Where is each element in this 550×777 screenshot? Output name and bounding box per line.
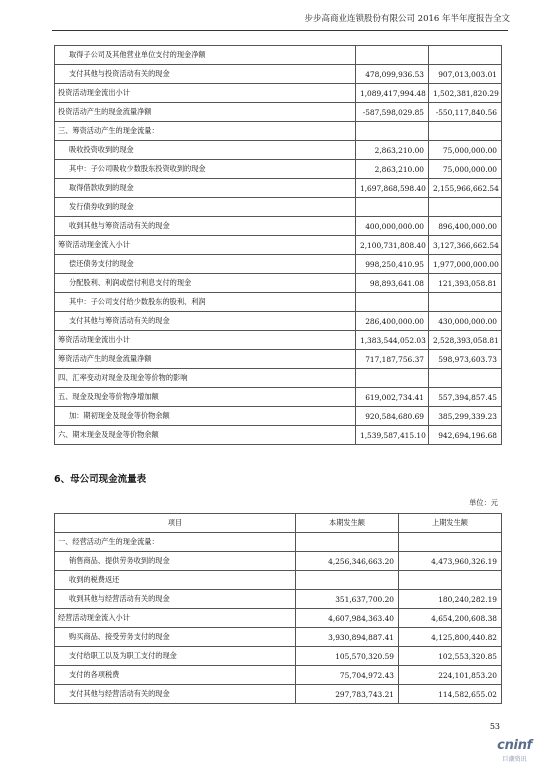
table-row [55, 122, 502, 141]
table-row [55, 609, 502, 628]
table-row [55, 141, 502, 160]
current-amount: 4,256,346,663.20 [296, 552, 399, 571]
row-label: 发行债券收到的现金 [55, 198, 356, 217]
parent-cash-flow-table [54, 513, 502, 704]
row-label: 其中：子公司支付给少数股东的股利、利润 [55, 293, 356, 312]
current-amount: 1,089,417,994.48 [356, 84, 429, 103]
table-row [55, 65, 502, 84]
row-label: 三、筹资活动产生的现金流量： [55, 122, 356, 141]
current-amount [356, 46, 429, 65]
table-row [55, 685, 502, 704]
row-label: 筹资活动现金流入小计 [55, 236, 356, 255]
current-amount [356, 293, 429, 312]
table-row [55, 369, 502, 388]
previous-amount: 102,553,320.85 [399, 647, 502, 666]
current-amount [296, 533, 399, 552]
table-row [55, 312, 502, 331]
current-amount: 4,607,984,363.40 [296, 609, 399, 628]
table-row [55, 628, 502, 647]
current-amount: 619,002,734.41 [356, 388, 429, 407]
previous-amount: 75,000,000.00 [429, 160, 502, 179]
row-label: 支付其他与筹资活动有关的现金 [55, 312, 356, 331]
row-label: 加：期初现金及现金等价物余额 [55, 407, 356, 426]
previous-amount: 598,973,603.73 [429, 350, 502, 369]
row-label: 吸收投资收到的现金 [55, 141, 356, 160]
row-label: 分配股利、利润或偿付利息支付的现金 [55, 274, 356, 293]
table-row [55, 552, 502, 571]
previous-amount: 2,155,966,662.54 [429, 179, 502, 198]
row-label: 其中：子公司吸收少数股东投资收到的现金 [55, 160, 356, 179]
previous-amount [429, 369, 502, 388]
previous-amount: 3,127,366,662.54 [429, 236, 502, 255]
table-row [55, 571, 502, 590]
previous-amount: 557,394,857.45 [429, 388, 502, 407]
previous-amount [429, 198, 502, 217]
row-label: 五、现金及现金等价物净增加额 [55, 388, 356, 407]
current-amount: 2,100,731,808.40 [356, 236, 429, 255]
previous-amount [429, 46, 502, 65]
table-row [55, 647, 502, 666]
previous-amount: -550,117,840.56 [429, 103, 502, 122]
table-row [55, 388, 502, 407]
table-row [55, 103, 502, 122]
table-row [55, 331, 502, 350]
watermark-subtext: 巨潮资讯 [502, 756, 527, 763]
previous-amount: 2,528,393,058.81 [429, 331, 502, 350]
table-row [55, 590, 502, 609]
row-label: 投资活动产生的现金流量净额 [55, 103, 356, 122]
row-label: 支付给职工以及为职工支付的现金 [55, 647, 296, 666]
previous-amount: 224,101,853.20 [399, 666, 502, 685]
header-previous: 上期发生额 [399, 514, 502, 533]
current-amount: 297,783,743.21 [296, 685, 399, 704]
table-row [55, 160, 502, 179]
current-amount: 1,539,587,415.10 [356, 426, 429, 445]
current-amount: -587,598,029.85 [356, 103, 429, 122]
row-label: 筹资活动现金流出小计 [55, 331, 356, 350]
current-amount: 478,099,936.53 [356, 65, 429, 84]
current-amount [356, 198, 429, 217]
current-amount [296, 571, 399, 590]
previous-amount [399, 533, 502, 552]
table-header-row [55, 514, 502, 533]
watermark-logo-text: cninf [497, 738, 532, 753]
current-amount: 98,893,641.08 [356, 274, 429, 293]
table-row [55, 84, 502, 103]
previous-amount [429, 122, 502, 141]
table-row [55, 198, 502, 217]
table-row [55, 293, 502, 312]
previous-amount: 75,000,000.00 [429, 141, 502, 160]
current-amount: 920,584,680.69 [356, 407, 429, 426]
current-amount: 998,250,410.95 [356, 255, 429, 274]
table-row [55, 350, 502, 369]
current-amount: 2,863,210.00 [356, 141, 429, 160]
unit-label: 单位：元 [469, 498, 498, 507]
row-label: 收到的税费返还 [55, 571, 296, 590]
row-label: 六、期末现金及现金等价物余额 [55, 426, 356, 445]
previous-amount: 121,393,058.81 [429, 274, 502, 293]
current-amount: 400,000,000.00 [356, 217, 429, 236]
section-title: 6、母公司现金流量表 [54, 474, 147, 485]
table-row [55, 666, 502, 685]
current-amount: 351,637,700.20 [296, 590, 399, 609]
row-label: 购买商品、接受劳务支付的现金 [55, 628, 296, 647]
current-amount: 286,400,000.00 [356, 312, 429, 331]
previous-amount: 1,502,381,820.29 [429, 84, 502, 103]
previous-amount: 4,125,800,440.82 [399, 628, 502, 647]
header-item: 项目 [55, 514, 296, 533]
row-label: 支付其他与投资活动有关的现金 [55, 65, 356, 84]
row-label: 偿还债务支付的现金 [55, 255, 356, 274]
table-row [55, 426, 502, 445]
row-label: 筹资活动产生的现金流量净额 [55, 350, 356, 369]
previous-amount [399, 571, 502, 590]
row-label: 销售商品、提供劳务收到的现金 [55, 552, 296, 571]
previous-amount: 4,654,200,608.38 [399, 609, 502, 628]
previous-amount: 896,400,000.00 [429, 217, 502, 236]
header-rule [52, 30, 508, 31]
row-label: 经营活动现金流入小计 [55, 609, 296, 628]
watermark-logo [497, 738, 532, 763]
table-row [55, 255, 502, 274]
table-row [55, 236, 502, 255]
row-label: 支付的各项税费 [55, 666, 296, 685]
previous-amount: 385,299,339.23 [429, 407, 502, 426]
current-amount: 1,697,868,598.40 [356, 179, 429, 198]
table-row [55, 217, 502, 236]
previous-amount: 942,694,196.68 [429, 426, 502, 445]
page-header: 步步高商业连锁股份有限公司 2016 年半年度报告全文 [304, 14, 510, 24]
current-amount: 2,863,210.00 [356, 160, 429, 179]
current-amount: 75,704,972.43 [296, 666, 399, 685]
previous-amount [429, 293, 502, 312]
row-label: 收到其他与筹资活动有关的现金 [55, 217, 356, 236]
row-label: 取得子公司及其他营业单位支付的现金净额 [55, 46, 356, 65]
row-label: 收到其他与经营活动有关的现金 [55, 590, 296, 609]
current-amount [356, 122, 429, 141]
current-amount: 1,383,544,052.03 [356, 331, 429, 350]
table-row [55, 274, 502, 293]
previous-amount: 1,977,000,000.00 [429, 255, 502, 274]
row-label: 投资活动现金流出小计 [55, 84, 356, 103]
page-number: 53 [489, 722, 500, 731]
current-amount: 105,570,320.59 [296, 647, 399, 666]
table-row [55, 407, 502, 426]
table-row [55, 46, 502, 65]
table-row [55, 179, 502, 198]
previous-amount: 907,013,003.01 [429, 65, 502, 84]
previous-amount: 180,240,282.19 [399, 590, 502, 609]
row-label: 一、经营活动产生的现金流量： [55, 533, 296, 552]
consolidated-cash-flow-table [54, 45, 502, 445]
current-amount [356, 369, 429, 388]
current-amount: 3,930,894,887.41 [296, 628, 399, 647]
previous-amount: 4,473,960,326.19 [399, 552, 502, 571]
table-row [55, 533, 502, 552]
row-label: 取得借款收到的现金 [55, 179, 356, 198]
current-amount: 717,187,756.37 [356, 350, 429, 369]
header-current: 本期发生额 [296, 514, 399, 533]
row-label: 支付其他与经营活动有关的现金 [55, 685, 296, 704]
previous-amount: 114,582,655.02 [399, 685, 502, 704]
row-label: 四、汇率变动对现金及现金等价物的影响 [55, 369, 356, 388]
previous-amount: 430,000,000.00 [429, 312, 502, 331]
